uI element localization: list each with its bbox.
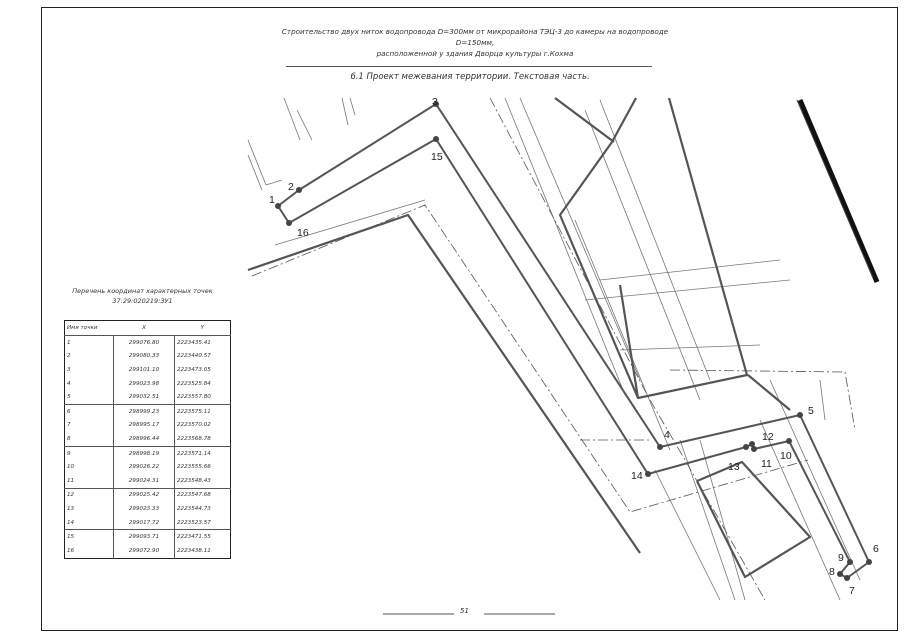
- building-edge: [748, 375, 790, 410]
- cell-name: 9: [65, 446, 114, 460]
- cell-x: 298996.44: [114, 432, 175, 446]
- cell-name: 2: [67, 353, 71, 360]
- cell-name: 14: [67, 519, 75, 526]
- cell-name: 5: [67, 394, 71, 401]
- cell-name: 1: [67, 339, 71, 346]
- point-label-5: 5: [808, 405, 814, 417]
- cell-y: 2223523.57: [175, 516, 231, 530]
- hatched-band: [797, 100, 877, 282]
- cell-y: 2223435.41: [175, 336, 231, 350]
- cell-name: 10: [67, 464, 75, 471]
- point-label-14: 14: [631, 470, 643, 482]
- cell-x: 299080.33: [114, 350, 175, 364]
- coords-caption-line-1: Перечень координат характерных точек: [72, 287, 213, 295]
- base-line: [342, 98, 348, 125]
- cell-x: 299025.42: [114, 488, 175, 502]
- base-line: [284, 98, 300, 140]
- survey-point-15: [433, 136, 439, 142]
- point-label-8: 8: [829, 566, 835, 578]
- cell-x: 299017.72: [114, 516, 175, 530]
- base-line: [770, 380, 860, 580]
- cell-x: 299026.22: [114, 460, 175, 474]
- red-line: [670, 370, 855, 430]
- point-label-7: 7: [849, 585, 855, 597]
- point-label-1: 1: [269, 194, 275, 206]
- building-edge: [620, 285, 638, 398]
- cell-x: 299072.90: [114, 544, 175, 558]
- survey-point-7: [844, 575, 850, 581]
- point-label-16: 16: [297, 227, 309, 239]
- cell-y: 2223571.14: [175, 446, 231, 460]
- cell-name: 6: [65, 404, 114, 418]
- cell-y: 2223575.11: [175, 404, 231, 418]
- cell-y: 2223555.66: [175, 460, 231, 474]
- cell-y: 2223471.55: [175, 530, 231, 544]
- point-label-3: 3: [432, 96, 438, 108]
- base-line: [820, 380, 825, 420]
- point-label-10: 10: [780, 450, 792, 462]
- cell-y: 2223473.05: [175, 363, 231, 377]
- cell-name: 13: [67, 505, 75, 512]
- base-line: [350, 98, 355, 115]
- cell-x: 299076.80: [114, 336, 175, 350]
- point-label-2: 2: [288, 181, 294, 193]
- base-line: [297, 110, 312, 140]
- red-lines: [252, 98, 855, 600]
- survey-point-12: [749, 441, 755, 447]
- hatched-band-edge: [797, 100, 873, 278]
- header-y: Y: [175, 321, 231, 336]
- cell-x: 299023.33: [114, 502, 175, 516]
- cell-name: 4: [67, 380, 71, 387]
- survey-point-8: [837, 571, 843, 577]
- cell-name: 16: [67, 547, 75, 554]
- survey-point-16: [286, 220, 292, 226]
- cell-x: 299024.31: [114, 474, 175, 488]
- cell-y: 2223548.43: [175, 474, 231, 488]
- point-labels: [269, 96, 879, 597]
- cell-x: 299093.71: [114, 530, 175, 544]
- point-label-15: 15: [431, 151, 443, 163]
- survey-point-6: [866, 559, 872, 565]
- point-label-13: 13: [728, 461, 740, 473]
- survey-point-10: [786, 438, 792, 444]
- cell-y: 2223440.57: [175, 350, 231, 364]
- cell-y: 2223570.02: [175, 419, 231, 433]
- cell-name: 11: [67, 477, 75, 484]
- survey-point-4: [657, 444, 663, 450]
- cell-y: 2223568.78: [175, 432, 231, 446]
- cell-x: 299032.51: [114, 390, 175, 404]
- hatched-band-line: [800, 100, 877, 282]
- base-line: [266, 180, 282, 185]
- survey-point-2: [296, 187, 302, 193]
- building-outline: [697, 462, 810, 577]
- coords-caption-line-2: 37:29:020219:ЗУ1: [112, 297, 173, 305]
- cell-name: 12: [65, 488, 114, 502]
- title-line-2: расположенной у здания Дворца культуры г.Кохма: [376, 49, 574, 58]
- red-line: [252, 205, 808, 512]
- cell-name: 7: [67, 422, 71, 429]
- cell-name: 3: [67, 366, 71, 373]
- point-label-4: 4: [664, 429, 670, 441]
- header-point-name: Имя точки: [65, 321, 114, 336]
- base-line: [680, 440, 735, 600]
- section-title: 6.1 Проект межевания территории. Текстовая часть.: [350, 72, 590, 82]
- base-line: [655, 470, 720, 600]
- base-line: [520, 98, 640, 380]
- survey-point-9: [847, 559, 853, 565]
- base-line: [600, 260, 780, 280]
- point-label-6: 6: [873, 543, 879, 555]
- cell-x: 298998.19: [114, 446, 175, 460]
- survey-point-5: [797, 412, 803, 418]
- cell-y: 2223525.84: [175, 377, 231, 391]
- cell-y: 2223544.73: [175, 502, 231, 516]
- base-line: [585, 110, 700, 400]
- cell-y: 2223557.80: [175, 390, 231, 404]
- cell-y: 2223547.68: [175, 488, 231, 502]
- base-map-lines: [248, 98, 860, 600]
- base-line: [575, 220, 670, 450]
- cell-x: 298999.23: [114, 404, 175, 418]
- cell-name: 15: [65, 530, 114, 544]
- point-label-11: 11: [761, 458, 772, 470]
- point-label-9: 9: [838, 552, 844, 564]
- base-line: [600, 100, 710, 380]
- title-line-1: Строительство двух ниток водопровода D=300мм от микрорайона ТЭЦ-3 до камеры на водопроводе D=150мм,: [281, 27, 669, 47]
- cell-name: 8: [67, 435, 71, 442]
- road-edge: [612, 98, 636, 142]
- cell-x: 299101.10: [114, 363, 175, 377]
- base-line: [505, 98, 625, 395]
- base-line: [585, 280, 790, 300]
- survey-point-14: [645, 471, 651, 477]
- survey-points: [275, 101, 872, 581]
- road-edge: [555, 98, 614, 142]
- point-label-12: 12: [762, 431, 774, 443]
- page-number: 51: [460, 607, 469, 615]
- survey-point-13: [743, 444, 749, 450]
- base-line: [248, 155, 262, 190]
- building-outline: [560, 98, 747, 398]
- cell-y: 2223438.11: [175, 544, 231, 558]
- cell-x: 298995.17: [114, 419, 175, 433]
- cell-x: 299023.98: [114, 377, 175, 391]
- survey-point-1: [275, 203, 281, 209]
- header-x: X: [114, 321, 175, 336]
- parcel-boundary: [278, 104, 869, 578]
